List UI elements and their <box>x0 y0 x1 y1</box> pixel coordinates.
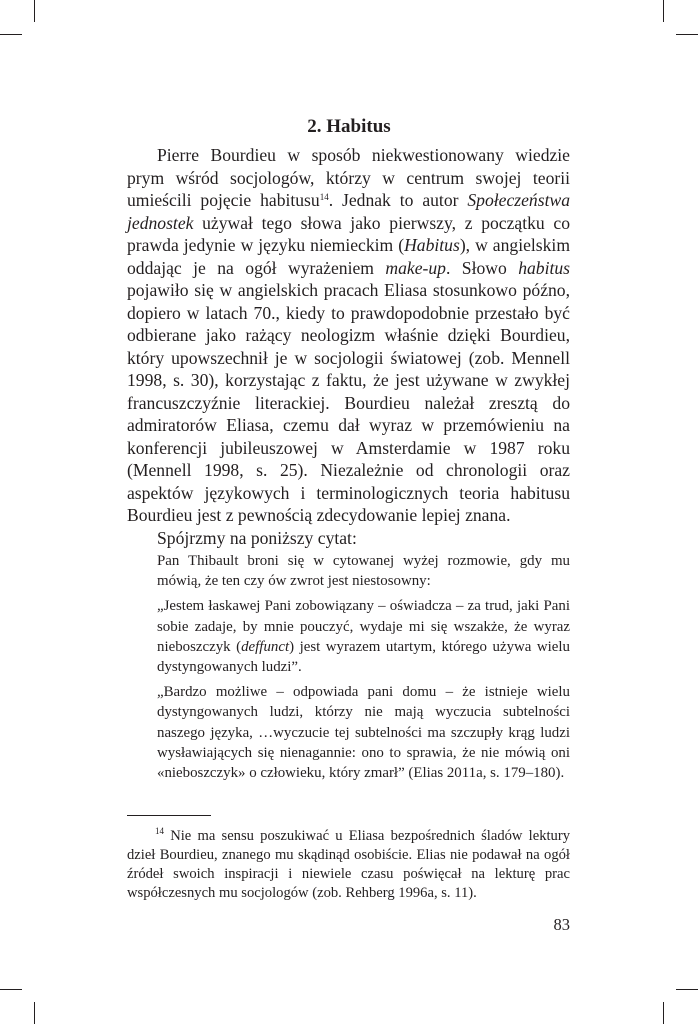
footnote-reference: 14 <box>319 192 329 202</box>
quote-paragraph: Pan Thibault broni się w cytowanej wyżej rozmowie, gdy mu mówią, że ten czy ów zwrot jest niestosowny: <box>157 553 570 590</box>
paragraph-text: Pierre Bourdieu w sposób niekwestionowany wiedzie prym wśród socjologów, którzy w centrum swojej teorii umieścili pojęcie habitusu <box>127 145 570 210</box>
body-text <box>127 144 570 549</box>
footnote-separator <box>127 815 211 816</box>
crop-mark-bottom-left-horizontal <box>0 989 22 990</box>
footnote <box>127 827 570 903</box>
crop-mark-bottom-right-vertical <box>663 1002 664 1024</box>
paragraph-text: ), w angielskim oddając je na ogół wyrażeniem <box>127 235 570 278</box>
quote-paragraph <box>157 596 570 677</box>
crop-mark-top-left-vertical <box>34 0 35 22</box>
section-heading: 2. Habitus <box>307 115 391 137</box>
paragraph-text: . Jednak to autor <box>328 190 468 210</box>
quote-text: „Jestem łaskawej Pani zobowiązany – oświadcza – za trud, jaki Pani sobie zadaje, by mnie pouczyć, wydaje mi się wszakże, że wyraz nieboszczyk ( <box>157 598 570 655</box>
crop-mark-bottom-left-vertical <box>34 1002 35 1024</box>
block-quote <box>157 551 570 788</box>
paragraph-text: . Słowo <box>445 257 519 278</box>
term-italic: habitus <box>518 257 571 278</box>
quote-paragraph: „Bardzo możliwe – odpowiada pani domu – że istnieje wielu dystyngowanych ludzi, którzy nie mają wyczucia subtelności naszego języka, …wyczucie tej subtelności ma szczupły krąg ludzi wysławiających się nienagannie: ono to sprawia, że nie mówią oni «nieboszczyk» o człowieku, który zmarł” (Elias 2011a, s. 179–180). <box>157 684 570 782</box>
term-italic: make-up <box>385 257 446 278</box>
body-paragraph-lead-in: Spójrzmy na poniższy cytat: <box>157 527 357 548</box>
footnote-text: Nie ma sensu poszukiwać u Eliasa bezpośrednich śladów lektury dzieł Bourdieu, znanego mu skądinąd osobiście. Elias nie podawał na ogół źródeł swoich inspiracji i niewiele czasu poświęcał na lekturę prac współczesnych mu socjologów (zob. Rehberg 1996a, s. 11). <box>127 828 570 902</box>
page-number: 83 <box>553 915 570 934</box>
body-paragraph <box>127 144 570 527</box>
quote-text: ) jest wyrazem utartym, którego używa wielu dystyngowanych ludzi”. <box>157 638 571 676</box>
crop-mark-top-right-horizontal <box>676 34 698 35</box>
crop-mark-bottom-right-horizontal <box>676 989 698 990</box>
footnote-number: 14 <box>155 826 164 836</box>
term-italic: Habitus <box>404 235 460 255</box>
book-title-italic: Społeczeństwa jednostek <box>127 190 570 233</box>
term-italic: deffunct <box>241 638 290 655</box>
crop-mark-top-right-vertical <box>663 0 664 22</box>
crop-mark-top-left-horizontal <box>0 34 22 35</box>
paragraph-text: pojawiło się w angielskich pracach Eliasa stosunkowo późno, dopiero w latach 70., kiedy to prawdopodobnie przestało być odbierane jako rażący neologizm właśnie dzięki Bourdieu, który upowszechnił je w socjologii światowej (zob. Mennell 1998, s. 30), korzystając z faktu, że jest używane w zwykłej francuszczyźnie literackiej. Bourdieu należał zresztą do admiratorów Eliasa, czemu dał wyraz w przemówieniu na konferencji jubileuszowej w Amsterdamie w 1987 roku (Mennell 1998, s. 25). Niezależnie od chronologii oraz aspektów językowych i terminologicznych teoria habitusu Bourdieu jest z pewnością zdecydowanie lepiej znana. <box>127 280 570 525</box>
paragraph-text: używał tego słowa jako pierwszy, z początku co prawda jedynie w języku niemieckim ( <box>127 212 570 255</box>
